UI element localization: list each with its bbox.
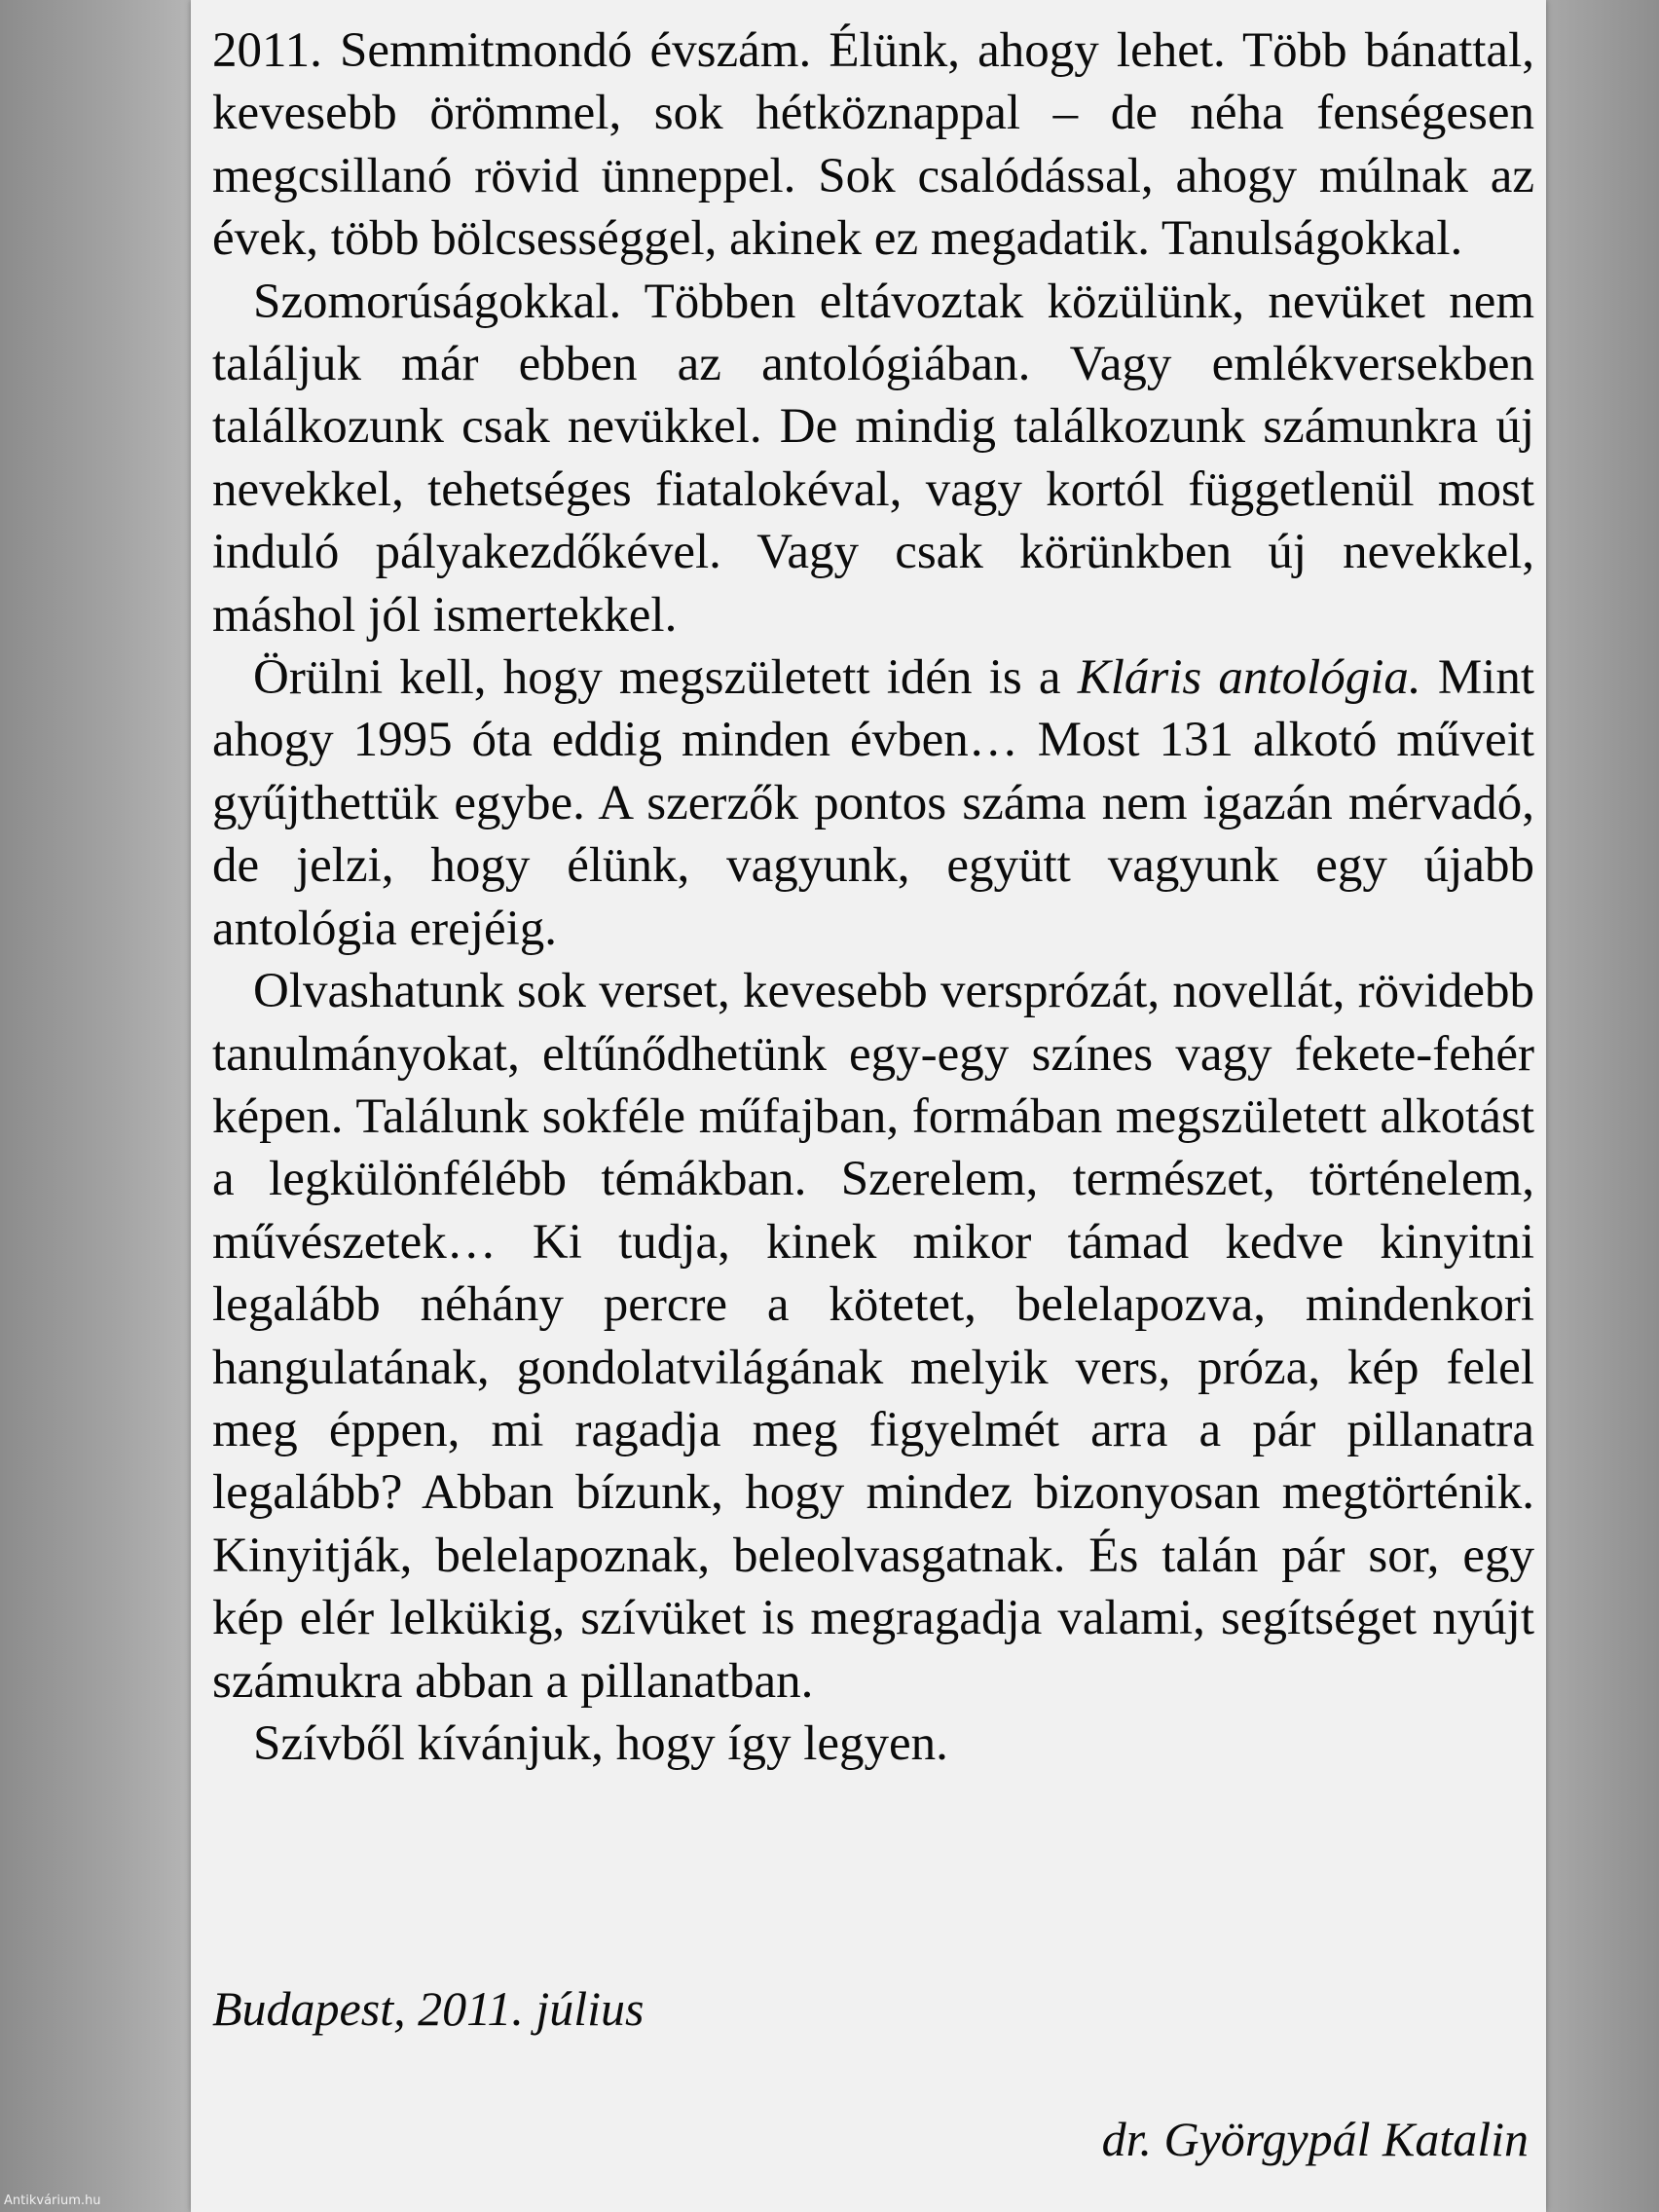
paragraph-1 [212, 19, 1534, 271]
paragraph-2-text: Szomorúságokkal. Többen eltávoztak közülünk, nevüket nem találjuk már ebben az antológiában. Vagy emlékversekben találkozunk csak nevükkel. De mindig találkozunk számunkra új nevekkel, tehetséges fiatalokéval, vagy kortól függetlenül most induló pályakezdőkével. Vagy csak körünkben új nevekkel, máshol jól ismertekkel. [212, 274, 1534, 643]
paragraph-3-text-before: Örülni kell, hogy megszületett idén is a [253, 650, 1078, 706]
paragraph-5-text: Szívből kívánjuk, hogy így legyen. [253, 1715, 948, 1771]
paragraph-4 [212, 960, 1534, 1713]
body-text [212, 19, 1534, 1775]
paragraph-3-text-after: Mint ahogy 1995 óta eddig minden évben… Most 131 alkotó műveit gyűjthettük egybe. A szerzők pontos száma nem igazán mérvadó, de jelzi, hogy élünk, vagyunk, együtt vagyunk egy újabb antológia erejéig. [212, 650, 1535, 956]
paragraph-2 [212, 271, 1534, 646]
paragraph-5 [212, 1713, 1534, 1775]
paragraph-4-text: Olvashatunk sok verset, kevesebb versprózát, novellát, rövidebb tanulmányokat, eltűnődhetünk egy-egy színes vagy fekete-fehér képen. Találunk sokféle műfajban, formában megszületett alkotást a legkülönfélébb témákban. Szerelem, természet, történelem, művészetek… Ki tudja, kinek mikor támad kedve kinyitni legalább néhány percre a kötetet, belelapozva, mindenkori hangulatának, gondolatvilágának melyik vers, próza, kép felel meg éppen, mi ragadja meg figyelmét arra a pár pillanatra legalább? Abban bízunk, hogy mindez bizonyosan megtörténik. Kinyitják, belelapoznak, beleolvasgatnak. És talán pár sor, egy kép elér lelkükig, szívüket is megragadja valami, segítséget nyújt számukra abban a pillanatban. [212, 964, 1534, 1709]
place-date: Budapest, 2011. július [212, 1981, 645, 2036]
watermark: Antikvárium.hu [4, 2194, 101, 2208]
background-right [1546, 0, 1659, 2212]
book-title: Kláris antológia. [1077, 650, 1421, 706]
printed-page [191, 0, 1546, 2212]
paragraph-3 [212, 646, 1534, 960]
background-left [0, 0, 191, 2212]
paragraph-1-text: 2011. Semmitmondó évszám. Élünk, ahogy lehet. Több bánattal, kevesebb örömmel, sok hétköznappal – de néha fenségesen megcsillanó rövid ünneppel. Sok csalódással, ahogy múlnak az évek, több bölcsességgel, akinek ez megadatik. Tanulságokkal. [212, 23, 1534, 267]
signature: dr. Györgypál Katalin [1101, 2112, 1529, 2166]
